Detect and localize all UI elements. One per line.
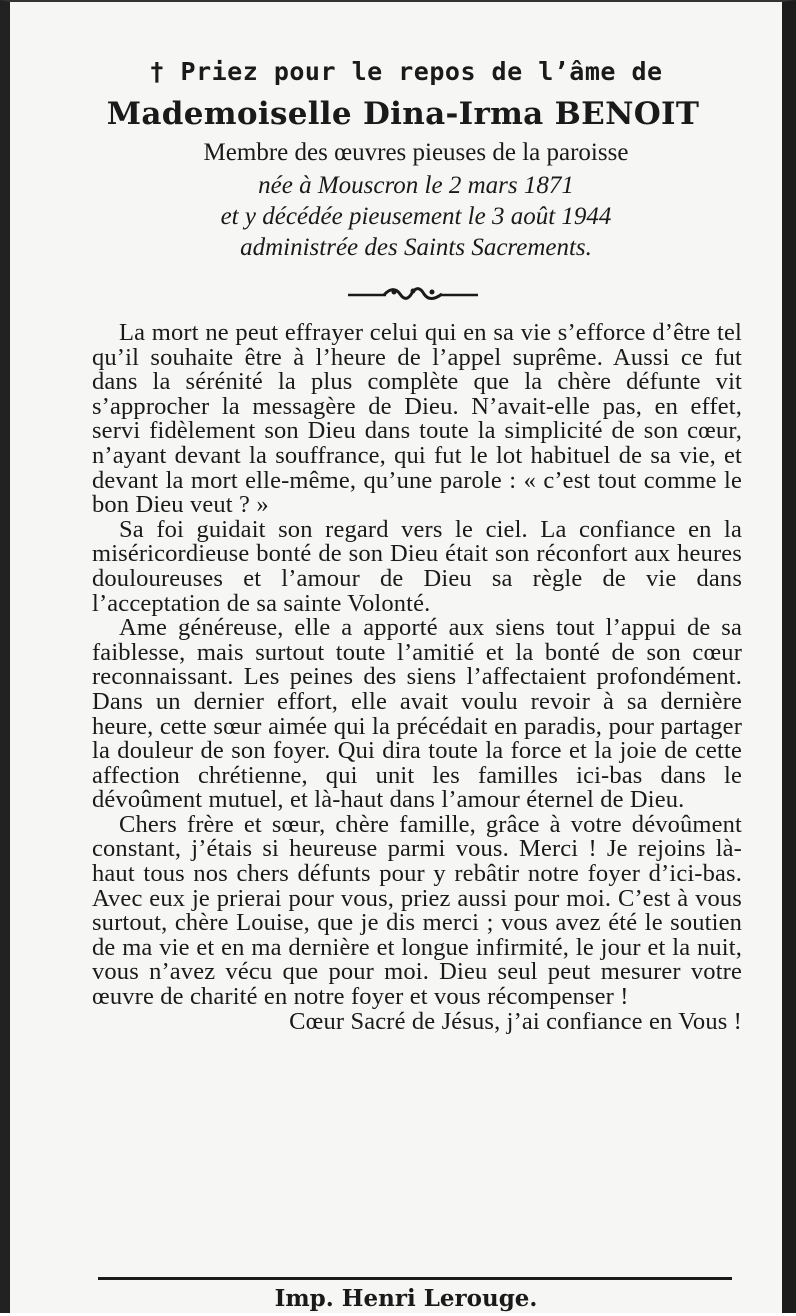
card-header [10, 52, 782, 263]
deceased-name: Mademoiselle Dina-Irma BENOIT [106, 96, 700, 132]
paragraph-2: Sa foi guidait son regard vers le ciel. La confiance en la miséricordieuse bonté de son Dieu était son réconfort aux heures douloureuses et l’amour de Dieu sa règle de vie dans l’acceptation de sa sainte Volonté. [92, 515, 742, 617]
paragraph-3: Ame généreuse, elle a apporté aux siens tout l’appui de sa faiblesse, mais surtout toute l’amitié et la bonté de son cœur reconnaissant. Les peines des siens l’affectaient profondément. Dans un dernier effort, elle avait voulu revoir à sa dernière heure, cette sœur aimée qui la précédait en paradis, pour partager la douleur de son foyer. Qui dira toute la force et la joie de cette affection chrétienne, qui unit les familles ici-bas dans le dévoûment mutuel, et là-haut dans l’amour éternel de Dieu. [92, 614, 742, 814]
death-line: et y décédée pieusement le 3 août 1944 [220, 203, 612, 230]
eulogy-text [92, 321, 742, 1034]
membership-line: Membre des œuvres pieuses de la paroisse [203, 139, 629, 166]
paragraph-4: Chers frère et sœur, chère famille, grâce à votre dévoûment constant, j’étais si heureuse parmi vous. Merci ! Je rejoins là-haut tous nos chers défunts pour y rebâtir notre foyer d’ici-bas. Avec eux je prierai pour vous, priez aussi pour moi. C’est à vous surtout, chère Louise, que je dis merci ; vous avez été le soutien de ma vie et en ma dernière et longue infirmité, le jour et la nuit, vous n’avez vécu que pour moi. Dieu seul peut mesurer votre œuvre de charité en notre foyer et vous récompenser ! [92, 810, 742, 1011]
closing-invocation: Cœur Sacré de Jésus, j’ai confiance en Vous ! [289, 1007, 742, 1035]
footer-rule [98, 1277, 732, 1280]
prayer-line [30, 52, 782, 92]
sacraments-line: administrée des Saints Sacrements. [240, 234, 592, 261]
cross-icon: † [149, 57, 165, 86]
paragraph-1: La mort ne peut effrayer celui qui en sa vie s’efforce d’être tel qu’il souhaite être à l’heure de l’appel suprême. Aussi ce fut dans la sérénité la plus complète que la chère défunte vit s’approcher la messagère de Dieu. N’avait-elle pas, en effet, servi fidèlement son Dieu dans toute la simplicité de son cœur, n’ayant devant la souffrance, qui fut le lot habituel de sa vie, et devant la mort elle-même, qu’une parole : « c’est tout comme le bon Dieu veut ? » [92, 319, 742, 519]
birth-line: née à Mouscron le 2 mars 1871 [258, 172, 574, 199]
prayer-text: Priez pour le repos de l’âme de [180, 57, 663, 86]
ornament-divider-icon [346, 286, 480, 302]
printer-credit: Imp. Henri Lerouge. [274, 1285, 538, 1312]
